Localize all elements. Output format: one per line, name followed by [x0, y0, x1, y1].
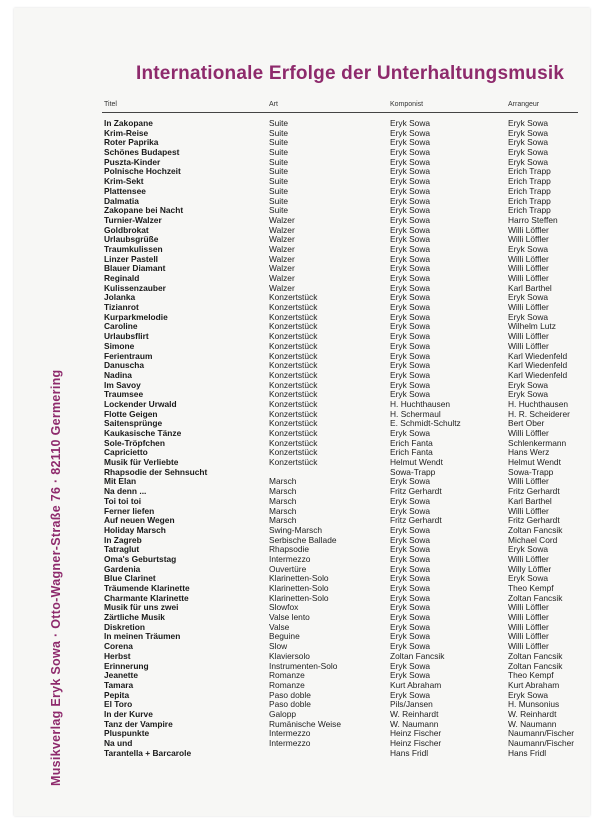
row-art: Rhapsodie	[269, 544, 310, 555]
row-komponist: Eryk Sowa	[390, 331, 431, 342]
row-art: Intermezzo	[269, 553, 311, 564]
row-arrangeur: Sowa-Trapp	[508, 466, 554, 477]
row-title: In der Kurve	[104, 708, 153, 719]
row-arrangeur: Willi Löffler	[508, 505, 549, 516]
row-arrangeur: H. Huchthausen	[508, 398, 569, 409]
row-arrangeur: Karl Wiedenfeld	[508, 360, 568, 371]
row-komponist: Eryk Sowa	[390, 670, 431, 681]
row-arrangeur: H. Munsonius	[508, 699, 560, 710]
row-title: Zärtliche Musik	[104, 612, 165, 623]
row-komponist: Eryk Sowa	[390, 563, 431, 574]
row-art: Galopp	[269, 708, 297, 719]
row-arrangeur: Wilhelm Lutz	[508, 321, 556, 332]
row-art: Suite	[269, 147, 289, 158]
row-title: Krim-Reise	[104, 127, 149, 138]
row-komponist: Eryk Sowa	[390, 583, 431, 593]
row-art: Konzertstück	[269, 360, 318, 371]
row-title: Toi toi toi	[104, 495, 142, 506]
row-komponist: Eryk Sowa	[390, 534, 431, 545]
row-art: Romanze	[269, 679, 305, 690]
row-title: In meinen Träumen	[104, 631, 181, 642]
row-komponist: Eryk Sowa	[390, 379, 431, 390]
row-komponist: Eryk Sowa	[390, 156, 431, 167]
row-art: Konzertstück	[269, 302, 318, 313]
row-arrangeur: Zoltan Fancsik	[508, 660, 563, 671]
row-art: Konzertstück	[269, 331, 318, 342]
row-title: Tamara	[104, 679, 134, 690]
row-title: Schönes Budapest	[104, 147, 180, 158]
row-title: Oma's Geburtstag	[104, 553, 177, 564]
row-arrangeur: Erich Trapp	[508, 205, 551, 216]
row-komponist: Eryk Sowa	[390, 689, 431, 700]
row-title: Blauer Diamant	[104, 263, 166, 274]
page-title: Internationale Erfolge der Unterhaltungsmusik	[136, 63, 565, 84]
row-title: Rhapsodie der Sehnsucht	[104, 466, 208, 477]
row-title: Urlaubsgrüße	[104, 234, 159, 245]
row-title: In Zakopane	[104, 118, 153, 128]
row-title: Sole-Tröpfchen	[104, 437, 165, 448]
row-title: Turnier-Walzer	[104, 214, 162, 225]
row-art: Swing-Marsch	[269, 524, 323, 535]
row-komponist: Hans Fridl	[390, 747, 429, 758]
row-art: Suite	[269, 118, 289, 128]
row-komponist: E. Schmidt-Schultz	[390, 418, 461, 429]
row-komponist: Eryk Sowa	[390, 524, 431, 535]
row-komponist: Eryk Sowa	[390, 137, 431, 148]
row-art: Konzertstück	[269, 321, 318, 332]
row-title: Träumende Klarinette	[104, 583, 190, 593]
row-title: Pluspunkte	[104, 728, 150, 739]
row-arrangeur: Karl Barthel	[508, 282, 552, 293]
row-arrangeur: Eryk Sowa	[508, 389, 549, 400]
row-komponist: Eryk Sowa	[390, 214, 431, 225]
row-title: Krim-Sekt	[104, 176, 144, 187]
row-title: Musik für uns zwei	[104, 602, 179, 613]
row-art: Paso doble	[269, 689, 311, 700]
row-art: Walzer	[269, 263, 295, 274]
row-komponist: Pils/Jansen	[390, 699, 433, 710]
row-komponist: Eryk Sowa	[390, 476, 431, 487]
row-title: Saitensprünge	[104, 418, 163, 429]
row-arrangeur: Willi Löffler	[508, 302, 549, 313]
row-art: Klarinetten-Solo	[269, 592, 329, 603]
row-komponist: Eryk Sowa	[390, 660, 431, 671]
row-art: Marsch	[269, 505, 297, 516]
row-komponist: Erich Fanta	[390, 447, 433, 458]
row-arrangeur: Eryk Sowa	[508, 544, 549, 555]
row-title: Holiday Marsch	[104, 524, 166, 535]
row-title: Caroline	[104, 321, 138, 332]
row-arrangeur: Eryk Sowa	[508, 147, 549, 158]
row-art: Konzertstück	[269, 447, 318, 458]
row-title: Na denn ...	[104, 486, 147, 497]
row-komponist: Eryk Sowa	[390, 340, 431, 351]
row-komponist: Sowa-Trapp	[390, 466, 436, 477]
row-title: Tarantella + Barcarole	[104, 747, 192, 758]
row-title: Linzer Pastell	[104, 253, 158, 264]
row-title: Plattensee	[104, 185, 146, 196]
row-arrangeur: Fritz Gerhardt	[508, 486, 560, 497]
row-komponist: Erich Fanta	[390, 437, 433, 448]
row-arrangeur: Erich Trapp	[508, 176, 551, 187]
row-art: Konzertstück	[269, 292, 318, 303]
row-komponist: Eryk Sowa	[390, 118, 431, 128]
row-komponist: Eryk Sowa	[390, 176, 431, 187]
row-art: Konzertstück	[269, 350, 318, 361]
row-title: Im Savoy	[104, 379, 141, 390]
row-komponist: Eryk Sowa	[390, 311, 431, 322]
row-komponist: Eryk Sowa	[390, 612, 431, 623]
row-art: Marsch	[269, 486, 297, 497]
row-title: Na und	[104, 738, 133, 748]
row-art: Suite	[269, 127, 289, 138]
row-title: Tizianrot	[104, 302, 139, 313]
row-title: Danuscha	[104, 360, 145, 371]
row-art: Klarinetten-Solo	[269, 573, 329, 584]
row-komponist: Eryk Sowa	[390, 263, 431, 274]
row-arrangeur: Erich Trapp	[508, 166, 551, 177]
row-art: Klarinetten-Solo	[269, 583, 329, 593]
row-title: Corena	[104, 641, 133, 652]
row-arrangeur: Erich Trapp	[508, 195, 551, 206]
row-komponist: Eryk Sowa	[390, 553, 431, 564]
row-arrangeur: Willi Löffler	[508, 224, 549, 235]
row-arrangeur: Karl Wiedenfeld	[508, 350, 568, 361]
row-title: Roter Paprika	[104, 137, 159, 148]
row-art: Konzertstück	[269, 369, 318, 380]
row-art: Suite	[269, 137, 289, 148]
row-art: Suite	[269, 176, 289, 187]
row-komponist: Eryk Sowa	[390, 428, 431, 438]
row-art: Marsch	[269, 495, 297, 506]
row-komponist: Eryk Sowa	[390, 495, 431, 506]
row-komponist: Helmut Wendt	[390, 457, 443, 468]
row-art: Rumänische Weise	[269, 718, 341, 729]
row-title: Goldbrokat	[104, 224, 149, 235]
row-komponist: Fritz Gerhardt	[390, 515, 442, 526]
row-art: Paso doble	[269, 699, 311, 710]
row-arrangeur: Bert Ober	[508, 418, 545, 429]
row-title: El Toro	[104, 699, 133, 710]
row-komponist: Eryk Sowa	[390, 302, 431, 313]
row-title: Ferner liefen	[104, 505, 155, 516]
row-arrangeur: Willi Löffler	[508, 553, 549, 564]
row-art: Konzertstück	[269, 389, 318, 400]
row-art: Walzer	[269, 224, 295, 235]
page-sheet	[14, 8, 590, 816]
row-art: Walzer	[269, 253, 295, 264]
row-arrangeur: Willi Löffler	[508, 340, 549, 351]
row-komponist: Eryk Sowa	[390, 127, 431, 138]
row-arrangeur: Naumann/Fischer	[508, 728, 575, 739]
row-arrangeur: Erich Trapp	[508, 185, 551, 196]
row-komponist: Eryk Sowa	[390, 253, 431, 264]
row-komponist: Eryk Sowa	[390, 369, 431, 380]
table-row	[104, 749, 584, 759]
row-arrangeur: Hans Fridl	[508, 747, 547, 758]
row-art: Intermezzo	[269, 728, 311, 739]
row-komponist: Eryk Sowa	[390, 234, 431, 245]
column-header-arrangeur: Arrangeur	[508, 101, 540, 108]
row-komponist: Zoltan Fancsik	[390, 650, 445, 661]
row-art: Walzer	[269, 273, 295, 283]
row-art: Konzertstück	[269, 418, 318, 429]
row-title: Musik für Verliebte	[104, 457, 179, 468]
row-komponist: W. Reinhardt	[390, 708, 439, 719]
row-title: Polnische Hochzeit	[104, 166, 181, 177]
row-arrangeur: Eryk Sowa	[508, 311, 549, 322]
row-komponist: Eryk Sowa	[390, 631, 431, 642]
row-title: Reginald	[104, 273, 140, 283]
row-title: Traumkulissen	[104, 243, 163, 254]
row-komponist: Fritz Gerhardt	[390, 486, 442, 497]
row-arrangeur: Eryk Sowa	[508, 689, 549, 700]
row-arrangeur: Zoltan Fancsik	[508, 524, 563, 535]
row-komponist: Eryk Sowa	[390, 350, 431, 361]
row-title: Jeanette	[104, 670, 138, 681]
row-arrangeur: Willi Löffler	[508, 631, 549, 642]
row-art: Klaviersolo	[269, 650, 310, 661]
row-komponist: Eryk Sowa	[390, 195, 431, 206]
row-art: Konzertstück	[269, 428, 318, 438]
row-arrangeur: Karl Barthel	[508, 495, 552, 506]
row-art: Suite	[269, 185, 289, 196]
row-arrangeur: Willi Löffler	[508, 428, 549, 438]
row-title: Mit Elan	[104, 476, 137, 487]
row-komponist: Eryk Sowa	[390, 505, 431, 516]
row-arrangeur: Eryk Sowa	[508, 573, 549, 584]
row-title: Urlaubsflirt	[104, 331, 149, 342]
row-title: Ferientraum	[104, 350, 153, 361]
row-arrangeur: Willi Löffler	[508, 253, 549, 264]
row-arrangeur: Willi Löffler	[508, 621, 549, 632]
row-komponist: Eryk Sowa	[390, 573, 431, 584]
row-title: Gardenia	[104, 563, 141, 574]
row-art: Suite	[269, 166, 289, 177]
row-arrangeur: Willi Löffler	[508, 263, 549, 274]
row-arrangeur: H. R. Scheiderer	[508, 408, 570, 419]
row-arrangeur: Eryk Sowa	[508, 118, 549, 128]
title-list	[104, 119, 584, 758]
row-komponist: Eryk Sowa	[390, 166, 431, 177]
row-title: Capricietto	[104, 447, 148, 458]
row-art: Instrumenten-Solo	[269, 660, 338, 671]
row-komponist: Eryk Sowa	[390, 147, 431, 158]
row-arrangeur: Schlenkermann	[508, 437, 567, 448]
row-title: Traumsee	[104, 389, 144, 400]
row-title: Tanz der Vampire	[104, 718, 173, 729]
row-komponist: Eryk Sowa	[390, 360, 431, 371]
header-divider	[102, 112, 578, 113]
row-arrangeur: Fritz Gerhardt	[508, 515, 560, 526]
row-title: Puszta-Kinder	[104, 156, 161, 167]
row-art: Walzer	[269, 234, 295, 245]
row-arrangeur: Willi Löffler	[508, 331, 549, 342]
row-arrangeur: Karl Wiedenfeld	[508, 369, 568, 380]
row-komponist: Heinz Fischer	[390, 728, 442, 739]
row-art: Suite	[269, 195, 289, 206]
row-art: Beguine	[269, 631, 300, 642]
row-art: Konzertstück	[269, 408, 318, 419]
row-title: Diskretion	[104, 621, 145, 632]
row-komponist: Kurt Abraham	[390, 679, 442, 690]
row-art: Romanze	[269, 670, 305, 681]
row-title: Dalmatia	[104, 195, 139, 206]
row-art: Serbische Ballade	[269, 534, 337, 545]
row-title: Erinnerung	[104, 660, 149, 671]
row-title: Flotte Geigen	[104, 408, 158, 419]
row-arrangeur: Theo Kempf	[508, 670, 554, 681]
row-komponist: Eryk Sowa	[390, 205, 431, 216]
row-arrangeur: Willy Löffler	[508, 563, 552, 574]
row-arrangeur: Eryk Sowa	[508, 292, 549, 303]
row-art: Konzertstück	[269, 340, 318, 351]
row-title: Blue Clarinet	[104, 573, 156, 584]
column-header-title: Titel	[104, 101, 117, 108]
row-title: Lockender Urwald	[104, 398, 177, 409]
row-title: Zakopane bei Nacht	[104, 205, 184, 216]
row-komponist: Eryk Sowa	[390, 592, 431, 603]
row-art: Walzer	[269, 243, 295, 254]
row-title: In Zagreb	[104, 534, 142, 545]
row-arrangeur: Hans Werz	[508, 447, 550, 458]
row-komponist: Eryk Sowa	[390, 389, 431, 400]
row-arrangeur: Theo Kempf	[508, 583, 554, 593]
row-arrangeur: Willi Löffler	[508, 641, 549, 652]
row-art: Ouvertüre	[269, 563, 307, 574]
row-arrangeur: Naumann/Fischer	[508, 738, 575, 748]
row-title: Kurparkmelodie	[104, 311, 168, 322]
row-komponist: W. Naumann	[390, 718, 439, 729]
row-arrangeur: Willi Löffler	[508, 273, 549, 283]
row-arrangeur: Eryk Sowa	[508, 156, 549, 167]
row-art: Konzertstück	[269, 311, 318, 322]
row-art: Suite	[269, 156, 289, 167]
row-komponist: Eryk Sowa	[390, 544, 431, 555]
row-art: Slowfox	[269, 602, 299, 613]
row-arrangeur: Helmut Wendt	[508, 457, 561, 468]
row-title: Tatraglut	[104, 544, 140, 555]
row-arrangeur: Zoltan Fancsik	[508, 592, 563, 603]
row-art: Walzer	[269, 282, 295, 293]
row-komponist: Heinz Fischer	[390, 738, 442, 748]
row-arrangeur: Willi Löffler	[508, 602, 549, 613]
row-arrangeur: Kurt Abraham	[508, 679, 560, 690]
row-art: Intermezzo	[269, 738, 311, 748]
row-art: Marsch	[269, 515, 297, 526]
row-arrangeur: Willi Löffler	[508, 476, 549, 487]
row-komponist: H. Schermaul	[390, 408, 441, 419]
row-arrangeur: Eryk Sowa	[508, 127, 549, 138]
row-title: Kaukasische Tänze	[104, 428, 182, 438]
row-arrangeur: W. Reinhardt	[508, 708, 557, 719]
row-komponist: H. Huchthausen	[390, 398, 451, 409]
row-komponist: Eryk Sowa	[390, 602, 431, 613]
row-title: Charmante Klarinette	[104, 592, 189, 603]
row-arrangeur: Harro Steffen	[508, 214, 558, 225]
row-art: Konzertstück	[269, 457, 318, 468]
row-komponist: Eryk Sowa	[390, 292, 431, 303]
row-art: Marsch	[269, 476, 297, 487]
column-header-komponist: Komponist	[390, 101, 424, 108]
row-title: Pepita	[104, 689, 130, 700]
row-arrangeur: Eryk Sowa	[508, 137, 549, 148]
row-title: Herbst	[104, 650, 131, 661]
row-art: Valse lento	[269, 612, 310, 623]
row-title: Auf neuen Wegen	[104, 515, 175, 526]
row-art: Valse	[269, 621, 290, 632]
row-title: Jolanka	[104, 292, 136, 303]
row-arrangeur: Eryk Sowa	[508, 379, 549, 390]
row-art: Konzertstück	[269, 398, 318, 409]
row-art: Walzer	[269, 214, 295, 225]
row-komponist: Eryk Sowa	[390, 282, 431, 293]
row-arrangeur: Michael Cord	[508, 534, 558, 545]
publisher-address: Musikverlag Eryk Sowa · Otto-Wagner-Straße 76 · 82110 Germering	[49, 369, 63, 786]
row-title: Nadina	[104, 369, 132, 380]
row-komponist: Eryk Sowa	[390, 621, 431, 632]
row-arrangeur: W. Naumann	[508, 718, 557, 729]
row-komponist: Eryk Sowa	[390, 273, 431, 283]
row-arrangeur: Willi Löffler	[508, 612, 549, 623]
row-komponist: Eryk Sowa	[390, 243, 431, 254]
row-komponist: Eryk Sowa	[390, 321, 431, 332]
row-art: Suite	[269, 205, 289, 216]
row-title: Kulissenzauber	[104, 282, 166, 293]
row-komponist: Eryk Sowa	[390, 641, 431, 652]
row-komponist: Eryk Sowa	[390, 185, 431, 196]
row-arrangeur: Willi Löffler	[508, 234, 549, 245]
row-arrangeur: Eryk Sowa	[508, 243, 549, 254]
row-art: Slow	[269, 641, 288, 652]
row-title: Simone	[104, 340, 135, 351]
column-header-art: Art	[269, 101, 278, 108]
row-art: Konzertstück	[269, 379, 318, 390]
row-art: Konzertstück	[269, 437, 318, 448]
row-arrangeur: Zoltan Fancsik	[508, 650, 563, 661]
row-komponist: Eryk Sowa	[390, 224, 431, 235]
